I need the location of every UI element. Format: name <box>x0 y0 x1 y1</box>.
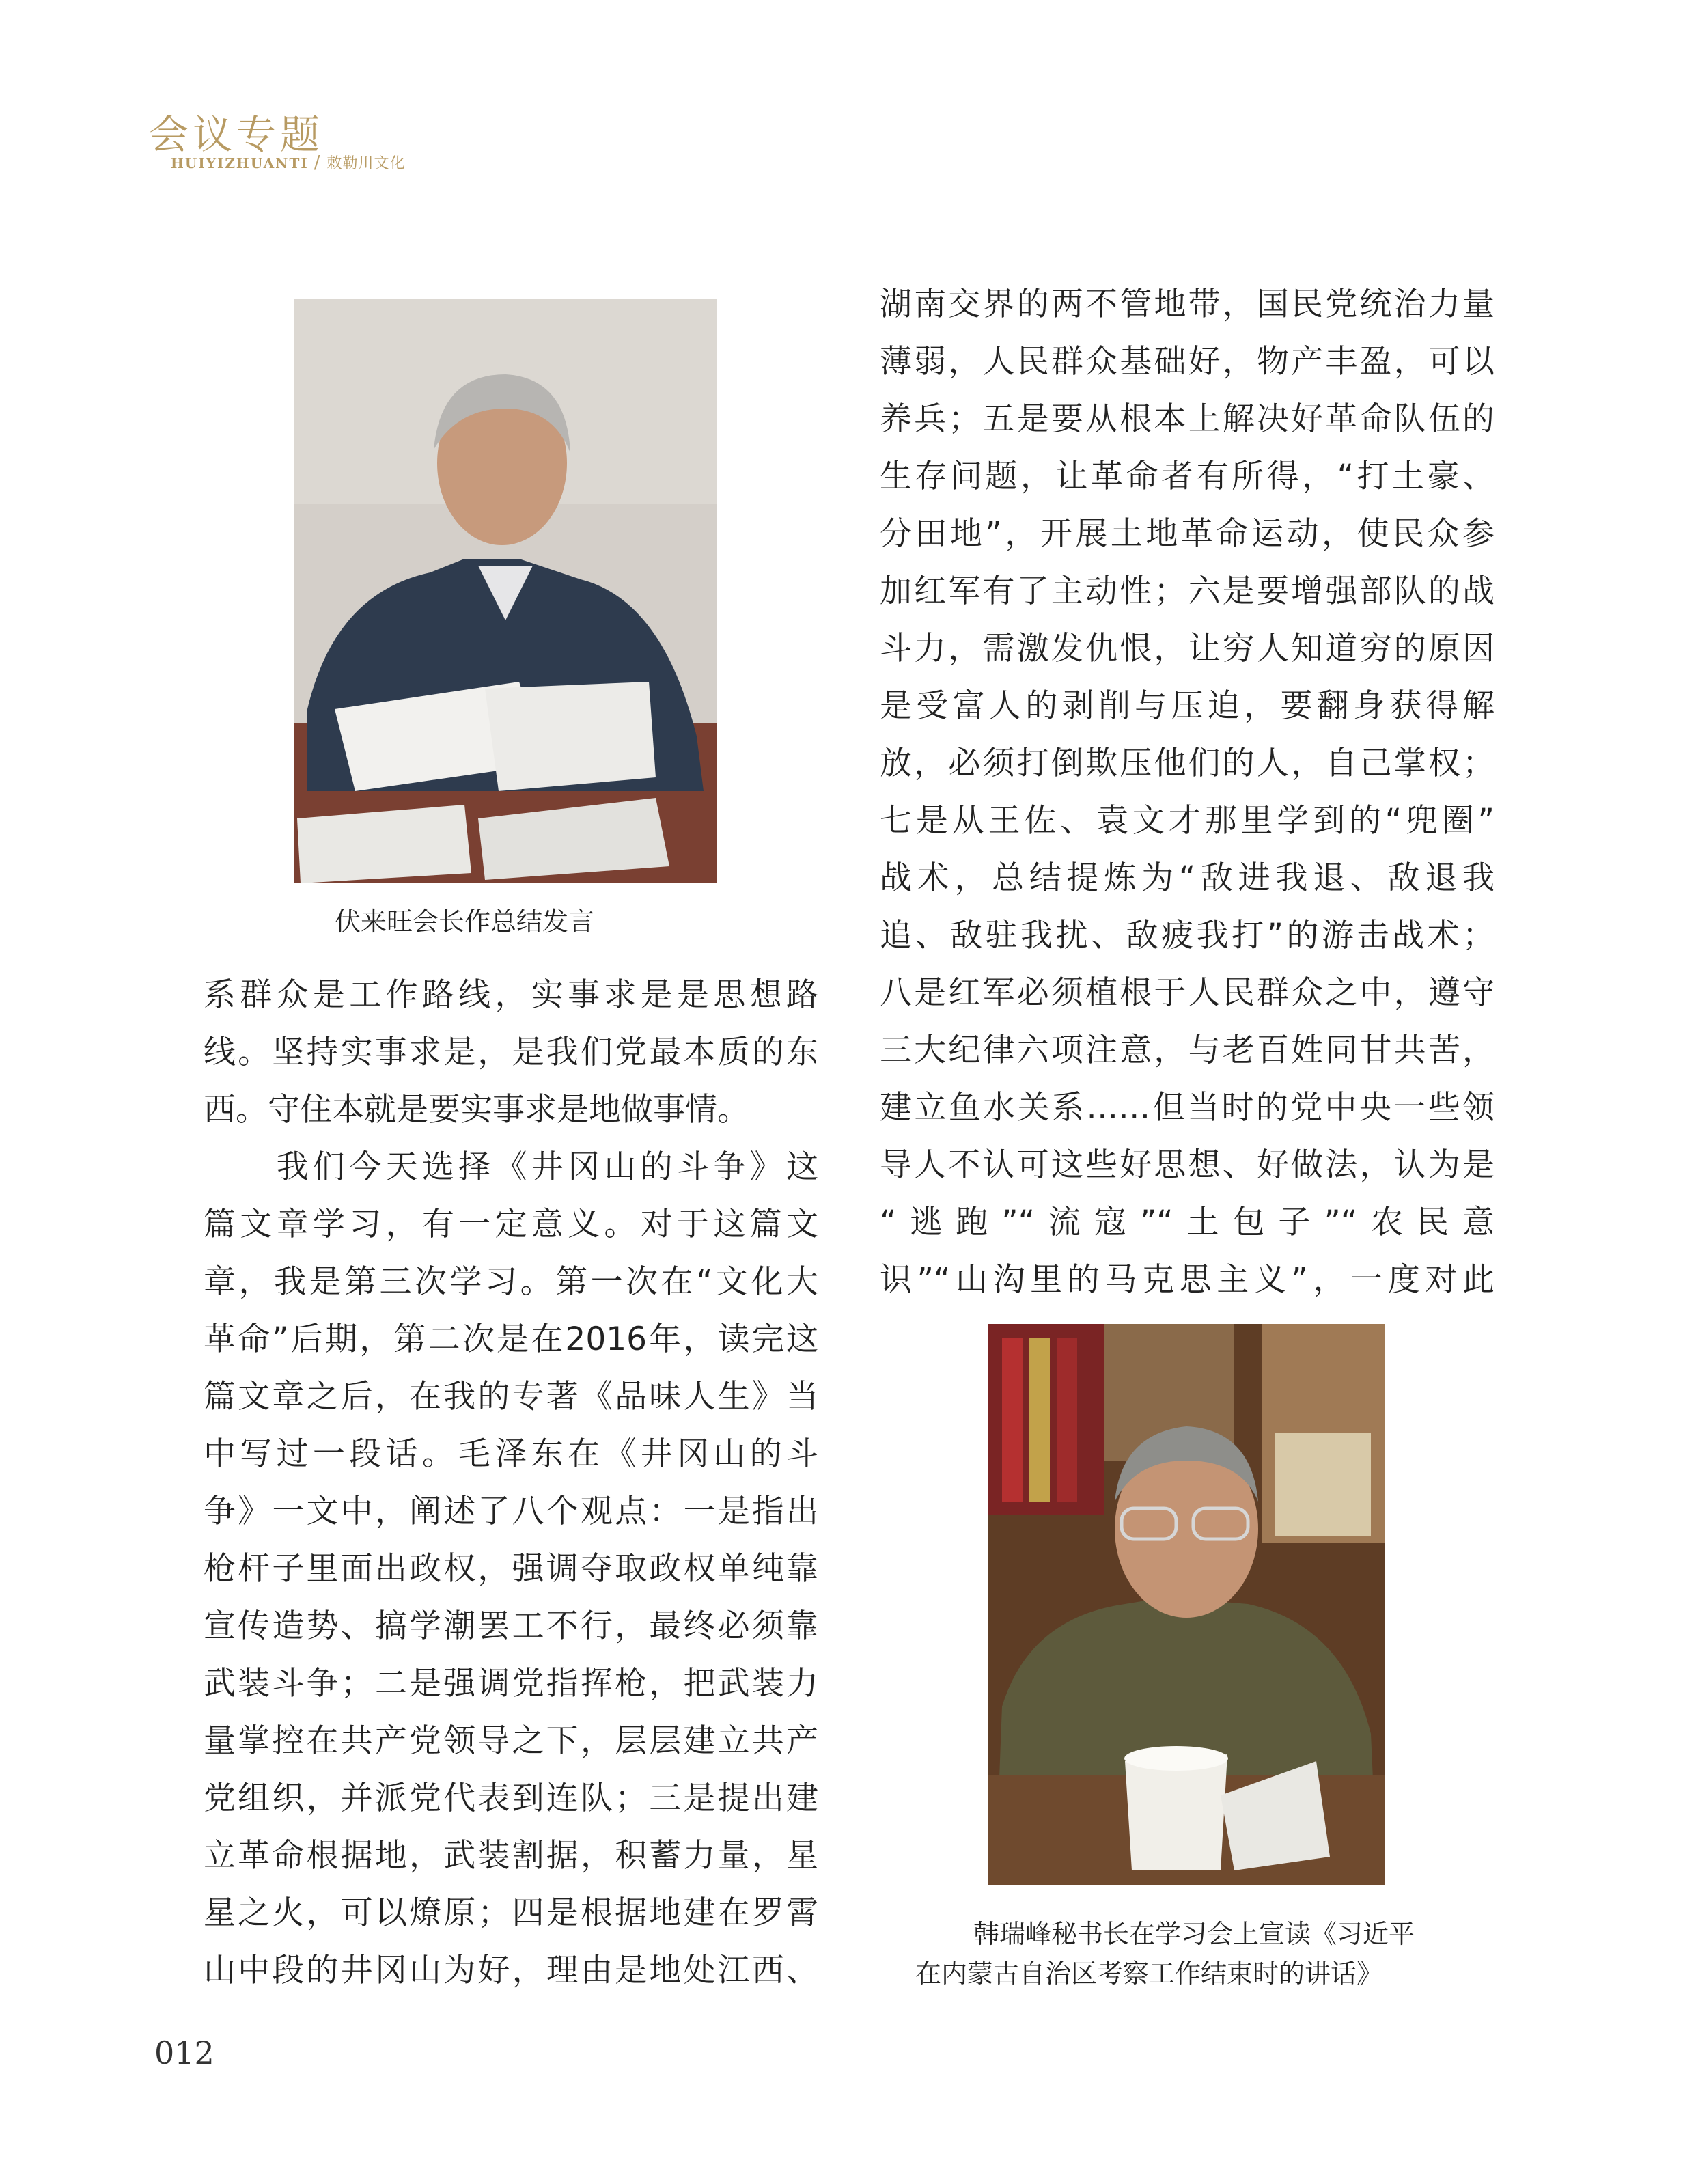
text-line: 立革命根据地，武装割据，积蓄力量，星 <box>204 1837 818 1875</box>
text-line: 分田地”，开展土地革命运动，使民众参 <box>880 515 1495 553</box>
photo-caption-line-2: 在内蒙古自治区考察工作结束时的讲话》 <box>915 1959 1383 1989</box>
text-line: 章，我是第三次学习。第一次在“文化大 <box>204 1263 818 1301</box>
text-line: 中写过一段话。毛泽东在《井冈山的斗 <box>204 1435 818 1473</box>
subtitle-separator: / <box>314 152 322 173</box>
text-line: 枪杆子里面出政权，强调夺取政权单纯靠 <box>204 1550 818 1588</box>
text-line: 革命”后期，第二次是在2016年，读完这 <box>204 1321 818 1358</box>
text-line: 我们今天选择《井冈山的斗争》这 <box>204 1148 818 1186</box>
text-line: 放，必须打倒欺压他们的人，自己掌权； <box>880 745 1495 782</box>
text-line: 争》一文中，阐述了八个观点：一是指出 <box>204 1493 818 1530</box>
text-line: 追、敌驻我扰、敌疲我打”的游击战术； <box>880 917 1495 954</box>
section-title: 会议专题 <box>149 111 324 158</box>
text-line: 八是红军必须植根于人民群众之中，遵守 <box>880 974 1495 1012</box>
text-line: 是受富人的剥削与压迫，要翻身获得解 <box>880 687 1495 725</box>
text-line: 薄弱，人民群众基础好，物产丰盈，可以 <box>880 343 1495 381</box>
text-line: 量掌控在共产党领导之下，层层建立共产 <box>204 1722 818 1760</box>
text-line: 党组织，并派党代表到连队；三是提出建 <box>204 1780 818 1817</box>
text-line: 养兵；五是要从根本上解决好革命队伍的 <box>880 400 1495 438</box>
text-line: 湖南交界的两不管地带，国民党统治力量 <box>880 286 1495 323</box>
text-line: 加红军有了主动性；六是要增强部队的战 <box>880 572 1495 610</box>
subtitle-pinyin: HUIYIZHUANTI <box>171 155 309 171</box>
text-line: 生存问题，让革命者有所得，“打土豪、 <box>880 458 1495 495</box>
subtitle-column-name: 敕勒川文化 <box>326 155 406 172</box>
left-text-column <box>204 967 818 2000</box>
text-line: 线。坚持实事求是，是我们党最本质的东 <box>204 1034 818 1071</box>
text-line: 篇文章之后，在我的专著《品味人生》当 <box>204 1378 818 1415</box>
text-line: 三大纪律六项注意，与老百姓同甘共苦， <box>880 1032 1495 1069</box>
photo-secretary-reading <box>988 1324 1385 1885</box>
text-line: 系群众是工作路线，实事求是是思想路 <box>204 976 818 1014</box>
photo-caption: 伏来旺会长作总结发言 <box>335 907 595 937</box>
section-subtitle <box>171 152 405 173</box>
text-line: 篇文章学习，有一定意义。对于这篇文 <box>204 1206 818 1243</box>
text-line: 建立鱼水关系……但当时的党中央一些领 <box>880 1089 1495 1126</box>
right-text-column <box>880 276 1495 1309</box>
text-line: 识”“山沟里的马克思主义”，一度对此 <box>880 1261 1495 1299</box>
text-line: 斗力，需激发仇恨，让穷人知道穷的原因 <box>880 630 1495 667</box>
text-line: “逃跑”“流寇”“土包子”“农民意 <box>880 1204 1495 1241</box>
text-line: 星之火，可以燎原；四是根据地建在罗霄 <box>204 1894 818 1932</box>
text-line: 战术，总结提炼为“敌进我退、敌退我 <box>880 859 1495 897</box>
text-line: 山中段的井冈山为好，理由是地处江西、 <box>204 1952 818 1989</box>
text-line: 西。守住本就是要实事求是地做事情。 <box>204 1091 749 1129</box>
text-line: 导人不认可这些好思想、好做法，认为是 <box>880 1146 1495 1184</box>
text-line: 宣传造势、搞学潮罢工不行，最终必须靠 <box>204 1607 818 1645</box>
photo-caption-line-1: 韩瑞峰秘书长在学习会上宣读《习近平 <box>973 1919 1415 1949</box>
page-number: 012 <box>154 2034 214 2071</box>
photo-chairman-speech <box>294 299 717 883</box>
text-line: 七是从王佐、袁文才那里学到的“兜圈” <box>880 802 1495 840</box>
text-line: 武装斗争；二是强调党指挥枪，把武装力 <box>204 1665 818 1702</box>
